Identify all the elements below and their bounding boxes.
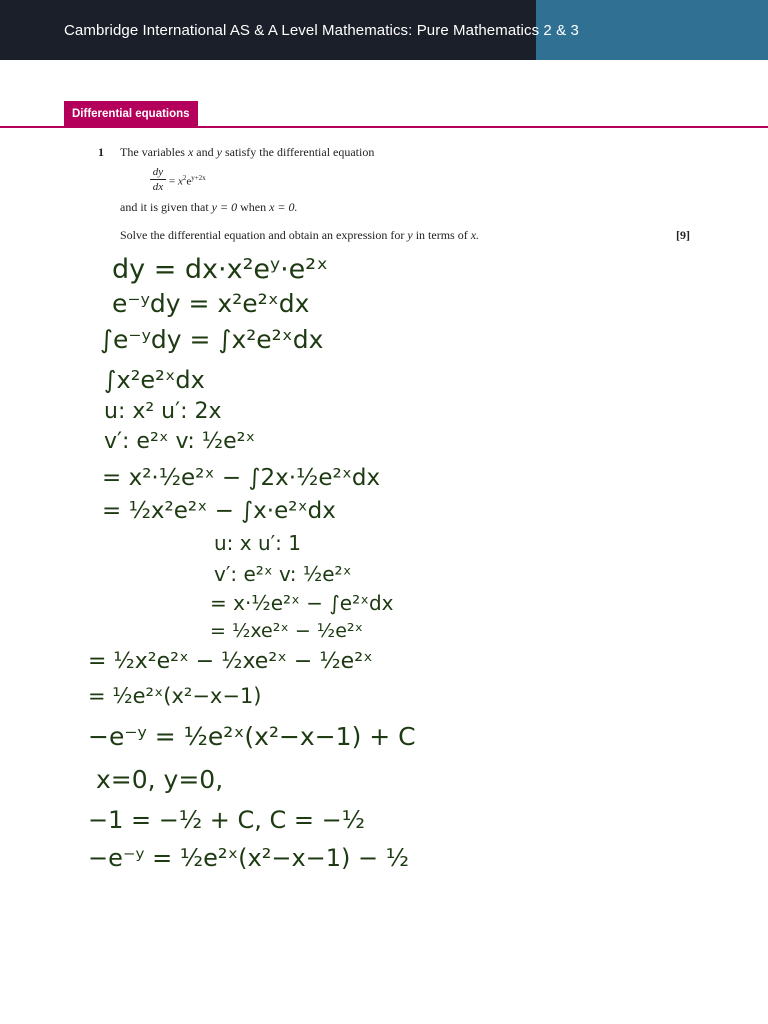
hw-line-4: ∫x²e²ˣdx bbox=[104, 366, 205, 394]
equation-rhs: = $x^2e^{y+2x}$ bbox=[169, 174, 206, 188]
hw-line-5: u: x² u′: 2x bbox=[104, 399, 222, 424]
hw-line-11: = x·½e²ˣ − ∫e²ˣdx bbox=[210, 591, 394, 615]
hw-line-16: x=0, y=0, bbox=[96, 765, 224, 794]
hw-line-6: v′: e²ˣ v: ½e²ˣ bbox=[104, 429, 256, 454]
hw-line-8: = ½x²e²ˣ − ∫x·e²ˣdx bbox=[102, 498, 336, 524]
marks-label: [9] bbox=[676, 228, 690, 242]
hw-line-9: u: x u′: 1 bbox=[214, 531, 302, 555]
hw-line-3: ∫e⁻ʸdy = ∫x²e²ˣdx bbox=[100, 325, 324, 354]
book-title: Cambridge International AS & A Level Mathematics: Pure Mathematics 2 & 3 bbox=[64, 22, 579, 39]
hw-line-12: = ½xe²ˣ − ½e²ˣ bbox=[210, 620, 363, 642]
hw-line-13: = ½x²e²ˣ − ½xe²ˣ − ½e²ˣ bbox=[88, 649, 373, 674]
hw-line-7: = x²·½e²ˣ − ∫2x·½e²ˣdx bbox=[102, 465, 381, 491]
derivative-numerator: dy bbox=[150, 166, 166, 180]
question-intro: The variables x and y satisfy the differential equation bbox=[120, 145, 375, 159]
section-label: Differential equations bbox=[64, 101, 198, 127]
hw-line-1: dy = dx·x²eʸ·e²ˣ bbox=[112, 254, 329, 285]
hw-line-15: −e⁻ʸ = ½e²ˣ(x²−x−1) + C bbox=[88, 722, 416, 751]
hw-line-2: e⁻ʸdy = x²e²ˣdx bbox=[112, 289, 310, 318]
hw-line-10: v′: e²ˣ v: ½e²ˣ bbox=[214, 562, 352, 586]
hw-line-18: −e⁻ʸ = ½e²ˣ(x²−x−1) − ½ bbox=[88, 844, 410, 872]
hw-line-17: −1 = −½ + C, C = −½ bbox=[88, 806, 365, 834]
question-number: 1 bbox=[98, 145, 104, 159]
initial-condition: and it is given that y = 0 when x = 0. bbox=[120, 200, 298, 214]
question-task: Solve the differential equation and obtain an expression for y in terms of x. bbox=[120, 228, 480, 242]
derivative-denominator: dx bbox=[152, 181, 164, 193]
hw-line-14: = ½e²ˣ(x²−x−1) bbox=[88, 684, 262, 708]
